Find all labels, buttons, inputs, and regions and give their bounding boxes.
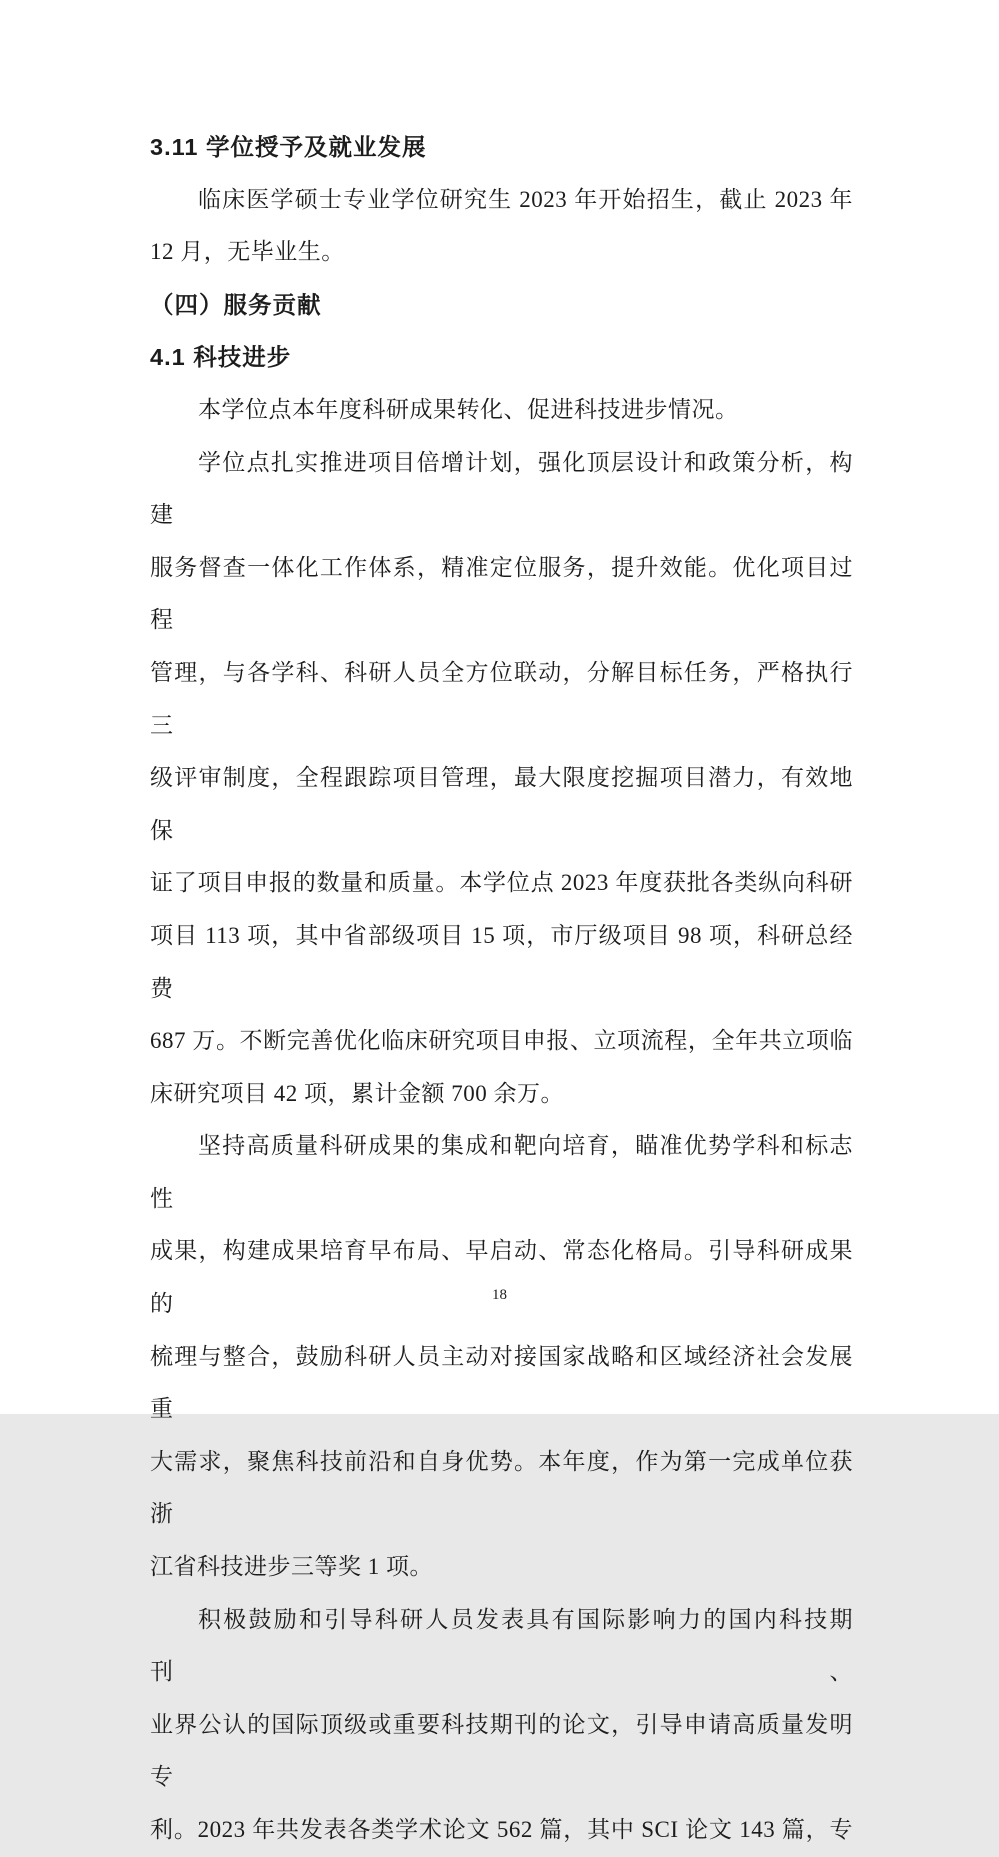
paragraph-projects-line-5: 证了项目申报的数量和质量。本学位点 2023 年度获批各类纵向科研 bbox=[150, 870, 853, 896]
paragraph-projects-line-4: 级评审制度，全程跟踪项目管理，最大限度挖掘项目潜力，有效地保 bbox=[150, 765, 853, 843]
paragraph-degree-line-2: 12 月，无毕业生。 bbox=[150, 239, 345, 265]
document-content bbox=[150, 121, 853, 1857]
paragraph-achievements-line-2: 成果，构建成果培育早布局、早启动、常态化格局。引导科研成果的 bbox=[150, 1238, 853, 1317]
paragraph-achievements-line-5: 江省科技进步三等奖 1 项。 bbox=[150, 1554, 433, 1580]
paragraph-projects-line-1: 学位点扎实推进项目倍增计划，强化顶层设计和政策分析，构建 bbox=[150, 449, 853, 528]
paragraph-achievements-line-4: 大需求，聚焦科技前沿和自身优势。本年度，作为第一完成单位获浙 bbox=[150, 1448, 853, 1527]
page-number: 18 bbox=[492, 1287, 507, 1303]
paragraph-publications-line-2: 业界公认的国际顶级或重要科技期刊的论文，引导申请高质量发明专 bbox=[150, 1711, 853, 1790]
paragraph-overview-line-1: 本学位点本年度科研成果转化、促进科技进步情况。 bbox=[198, 396, 739, 422]
paragraph-achievements-line-1: 坚持高质量科研成果的集成和靶向培育，瞄准优势学科和标志性 bbox=[150, 1133, 853, 1211]
paragraph-degree-line-1: 临床医学硕士专业学位研究生 2023 年开始招生，截止 2023 年 bbox=[198, 186, 853, 212]
paragraph-achievements-line-3: 梳理与整合，鼓励科研人员主动对接国家战略和区域经济社会发展重 bbox=[150, 1343, 853, 1422]
paragraph-projects-line-7: 687 万。不断完善优化临床研究项目申报、立项流程，全年共立项临 bbox=[150, 1028, 853, 1054]
paragraph-projects-line-2: 服务督查一体化工作体系，精准定位服务，提升效能。优化项目过程 bbox=[150, 554, 853, 633]
heading-section-4-service-contribution: （四）服务贡献 bbox=[150, 291, 322, 318]
paragraph-publications-line-3: 利。2023 年共发表各类学术论文 562 篇，其中 SCI 论文 143 篇，专 bbox=[150, 1817, 853, 1842]
heading-3-11-degree-employment: 3.11 学位授予及就业发展 bbox=[150, 134, 427, 160]
heading-4-1-scitech-progress: 4.1 科技进步 bbox=[150, 344, 292, 371]
paragraph-projects-line-8: 床研究项目 42 项，累计金额 700 余万。 bbox=[150, 1080, 564, 1106]
paragraph-publications-line-1: 积极鼓励和引导科研人员发表具有国际影响力的国内科技期刊、 bbox=[150, 1606, 853, 1685]
paragraph-projects-line-3: 管理，与各学科、科研人员全方位联动，分解目标任务，严格执行三 bbox=[150, 659, 853, 738]
paragraph-projects-line-6: 项目 113 项，其中省部级项目 15 项，市厅级项目 98 项，科研总经费 bbox=[150, 922, 853, 1001]
